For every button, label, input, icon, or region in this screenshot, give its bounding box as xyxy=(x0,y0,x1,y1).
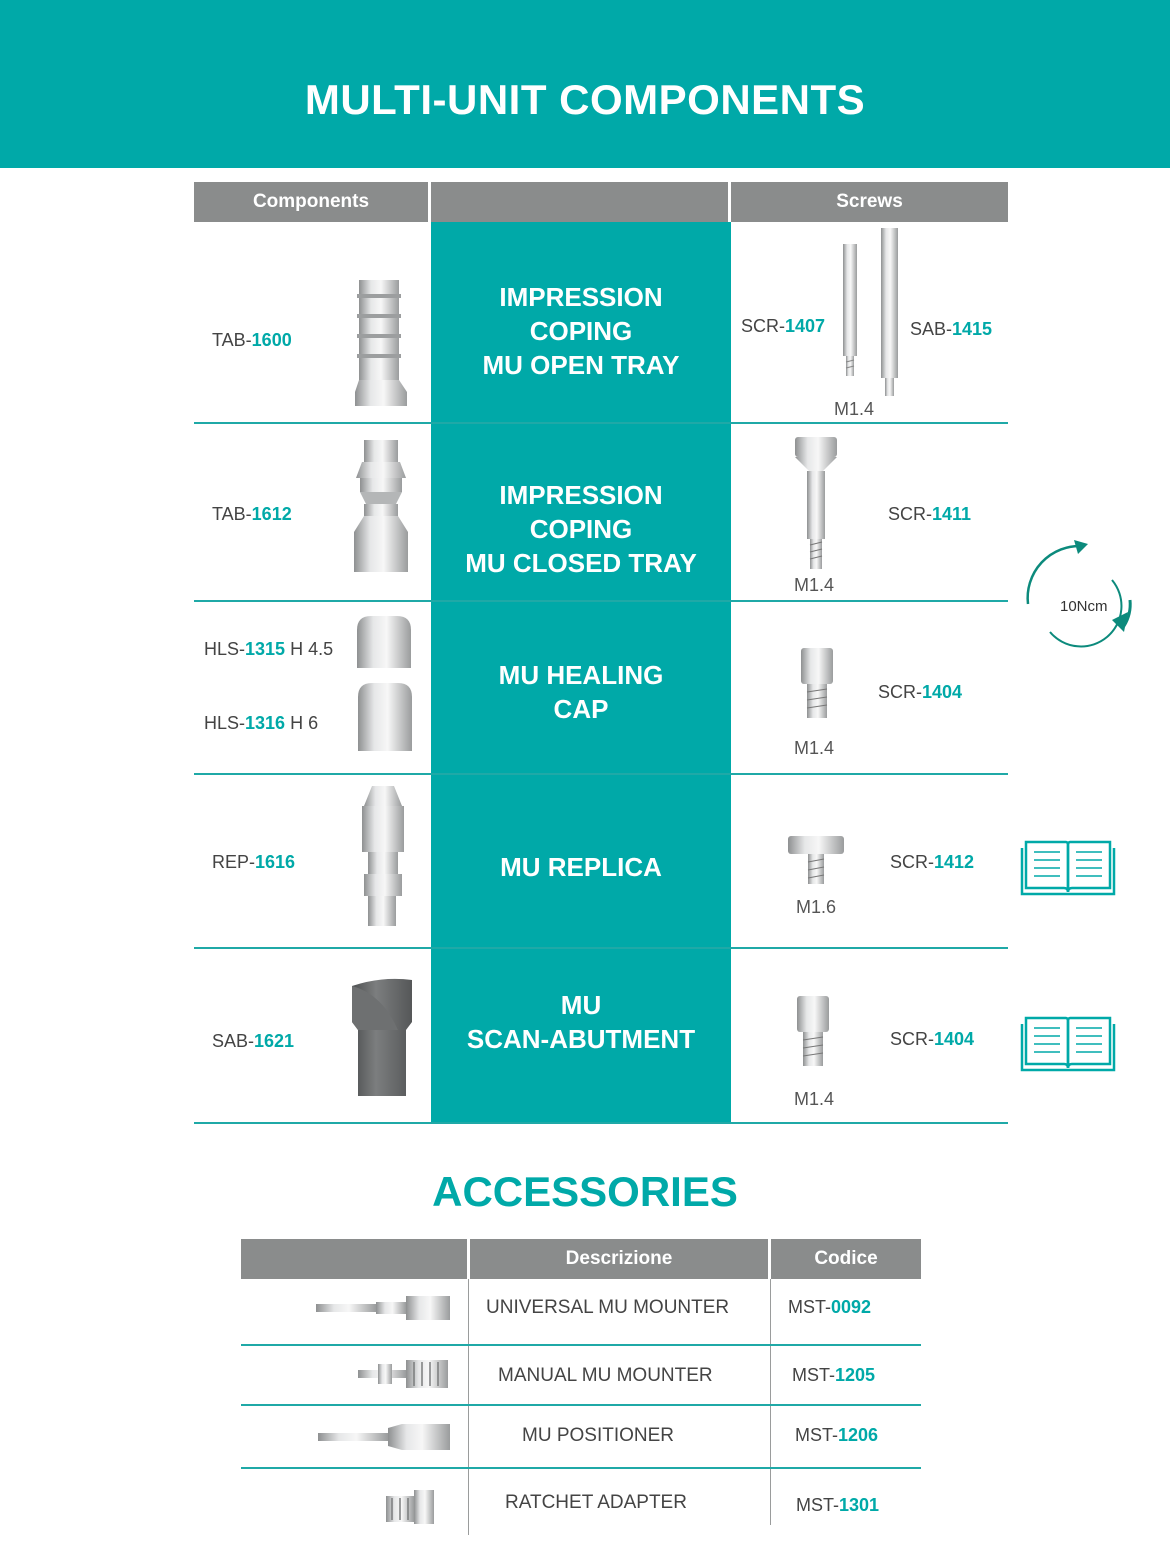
acc-header-image xyxy=(241,1239,467,1279)
row-divider xyxy=(194,422,1008,424)
row-title-scan-abutment: MU SCAN-ABUTMENT xyxy=(466,990,696,1054)
accessory-description: MANUAL MU MOUNTER xyxy=(498,1365,713,1386)
title-banner xyxy=(0,0,1170,168)
torque-arrow-icon xyxy=(1020,540,1140,650)
row-divider xyxy=(194,1122,1008,1124)
healing-cap-image xyxy=(358,683,412,753)
scan-abutment-image xyxy=(352,976,414,1100)
universal-mu-mounter-image xyxy=(316,1294,452,1324)
manual-mu-mounter-image xyxy=(358,1358,450,1390)
screw-image xyxy=(880,228,900,398)
row-divider xyxy=(194,947,1008,949)
row-divider xyxy=(241,1344,921,1346)
screw-code: SCR-1404 xyxy=(890,1029,975,1049)
screw-image xyxy=(797,996,831,1068)
row-divider xyxy=(241,1467,921,1469)
column-divider xyxy=(770,1279,771,1525)
accessory-code: MST-0092 xyxy=(788,1297,872,1317)
row-title-closed-tray: IMPRESSION COPING MU CLOSED TRAY xyxy=(465,480,697,578)
component-code: TAB-1600 xyxy=(212,330,292,350)
row-title-replica: MU REPLICA xyxy=(500,852,662,882)
screw-code: SCR-1411 xyxy=(888,504,972,524)
row-divider xyxy=(194,600,1008,602)
component-code: HLS-1315 H 4.5 xyxy=(204,639,334,659)
screw-image xyxy=(801,648,835,720)
screw-image xyxy=(793,437,841,569)
page-title: MULTI-UNIT COMPONENTS xyxy=(304,76,866,123)
component-code: HLS-1316 H 6 xyxy=(204,713,319,733)
header-screws: Screws xyxy=(731,182,1008,222)
row-title-healing-cap: MU HEALING CAP xyxy=(498,660,664,724)
accessory-description: RATCHET ADAPTER xyxy=(505,1492,687,1513)
screw-image xyxy=(842,244,858,376)
accessory-code: MST-1205 xyxy=(792,1365,876,1385)
accessories-title: ACCESSORIES xyxy=(432,1168,738,1215)
thread-size: M1.4 xyxy=(794,1089,835,1109)
replica-image xyxy=(358,786,408,930)
column-divider xyxy=(468,1279,469,1535)
acc-header-code: Codice xyxy=(771,1239,921,1279)
accessory-code: MST-1301 xyxy=(796,1495,880,1515)
impression-coping-open-image xyxy=(355,280,411,408)
thread-size: M1.4 xyxy=(834,399,875,419)
header-middle xyxy=(431,182,728,222)
accessory-code: MST-1206 xyxy=(795,1425,879,1445)
screw-code: SCR-1404 xyxy=(878,682,963,702)
row-title-open-tray: IMPRESSION COPING MU OPEN TRAY xyxy=(482,282,680,380)
row-divider xyxy=(194,773,1008,775)
book-icon[interactable] xyxy=(1022,834,1114,898)
thread-size: M1.4 xyxy=(794,738,835,758)
acc-header-description: Descrizione xyxy=(470,1239,768,1279)
row-divider xyxy=(241,1404,921,1406)
torque-label: 10Ncm xyxy=(1060,598,1108,615)
book-icon[interactable] xyxy=(1022,1010,1114,1074)
screw-code: SCR-1412 xyxy=(890,852,975,872)
accessory-description: UNIVERSAL MU MOUNTER xyxy=(486,1297,730,1318)
header-components: Components xyxy=(194,182,428,222)
accessory-description: MU POSITIONER xyxy=(522,1425,675,1446)
mu-positioner-image xyxy=(318,1422,452,1452)
impression-coping-closed-image xyxy=(350,440,412,576)
healing-cap-image xyxy=(357,616,411,670)
screw-code: SAB-1415 xyxy=(910,319,993,339)
thread-size: M1.6 xyxy=(796,897,837,917)
screw-image xyxy=(788,836,846,886)
thread-size: M1.4 xyxy=(794,575,835,595)
screw-code: SCR-1407 xyxy=(741,316,826,336)
component-code: TAB-1612 xyxy=(212,504,292,524)
component-code: SAB-1621 xyxy=(212,1031,295,1051)
ratchet-adapter-image xyxy=(386,1490,436,1526)
component-code: REP-1616 xyxy=(212,852,296,872)
